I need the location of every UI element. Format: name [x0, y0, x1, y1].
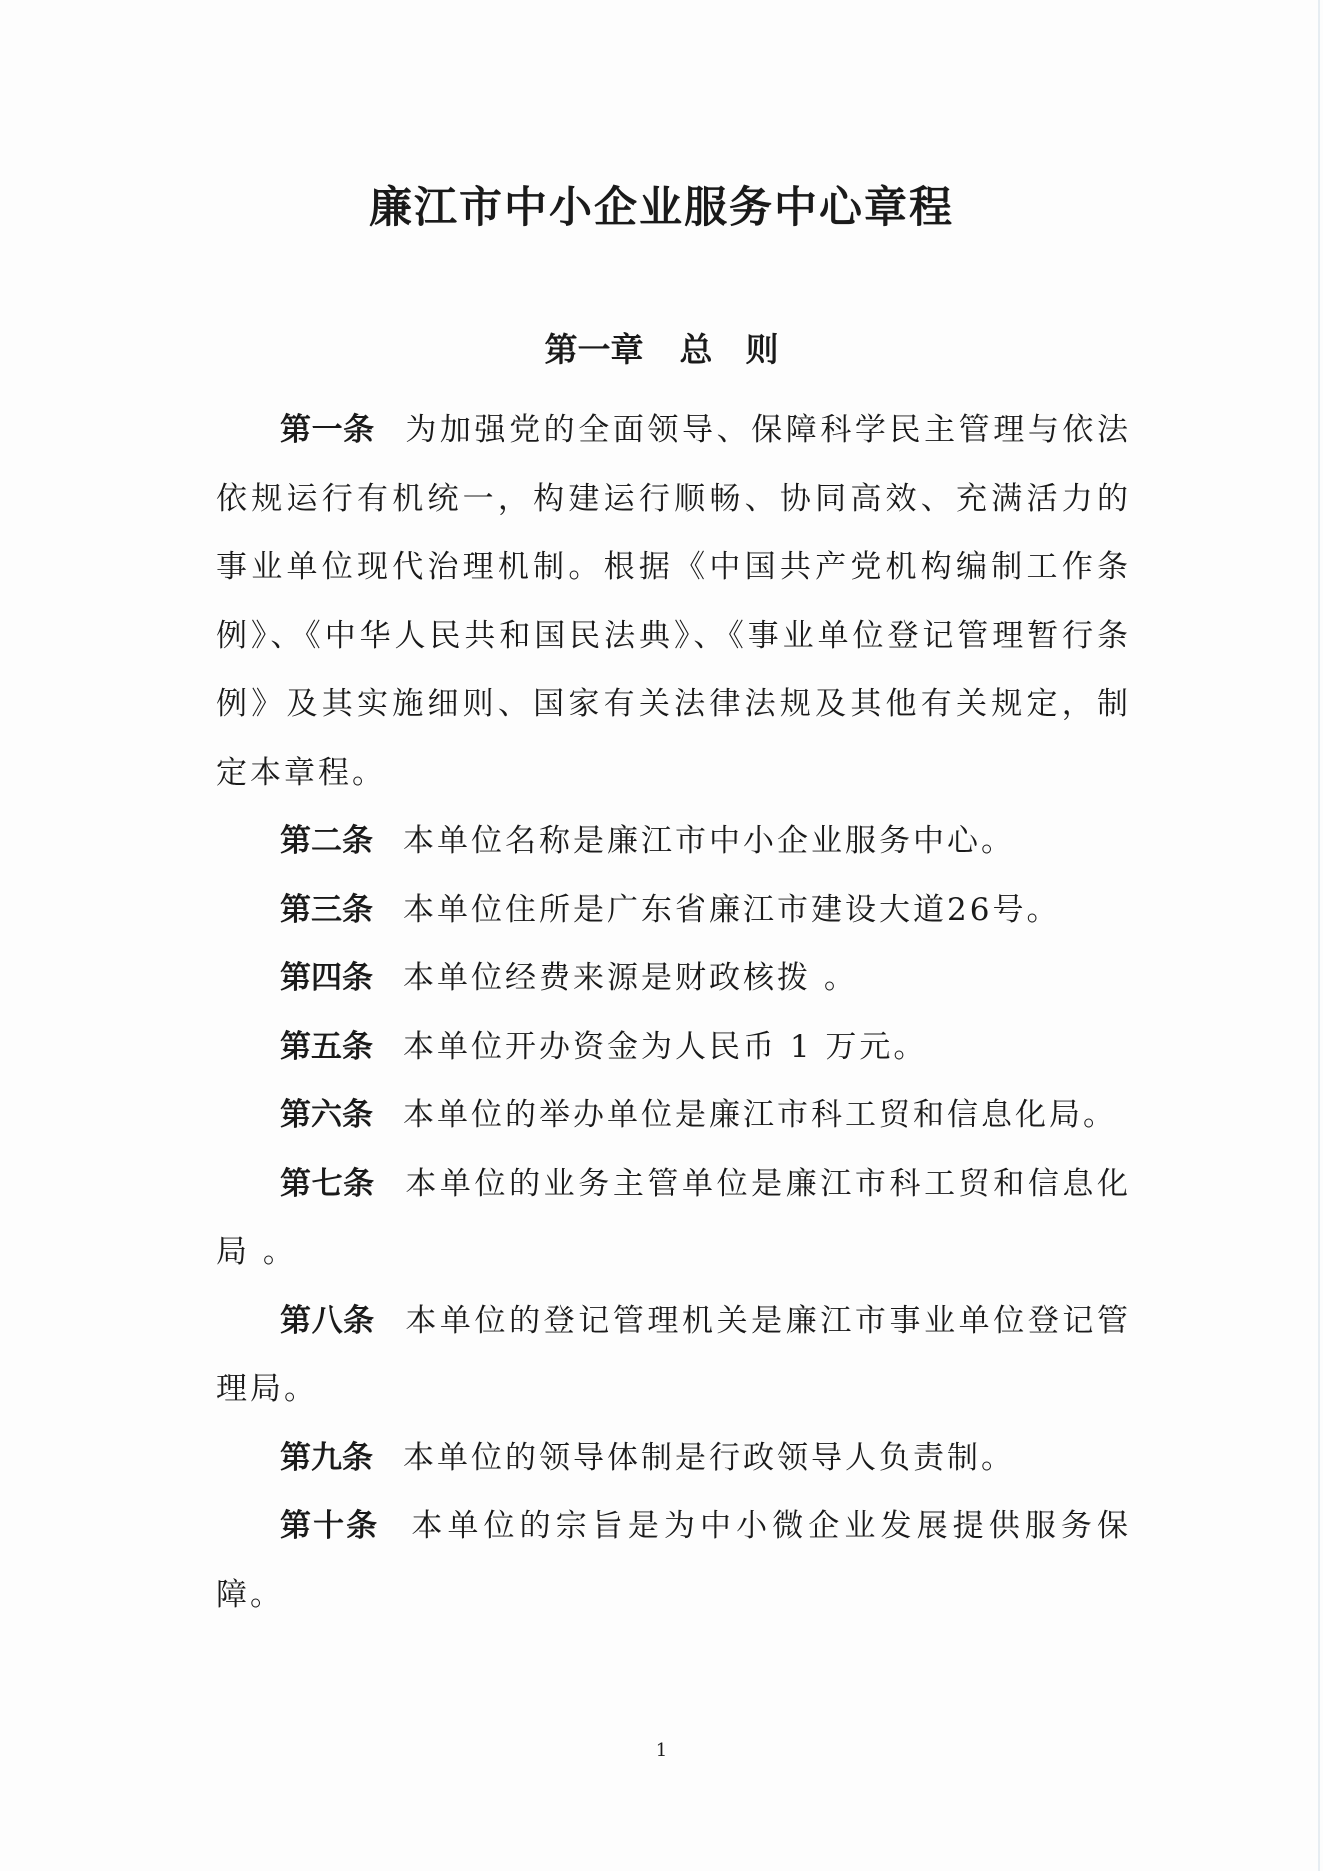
article-text: 本单位的举办单位是廉江市科工贸和信息化局。	[403, 1097, 1117, 1133]
article-10	[216, 1492, 1131, 1629]
article-5	[216, 1013, 1131, 1082]
article-2	[216, 807, 1131, 876]
article-text: 本单位开办资金为人民币 1 万元。	[403, 1028, 928, 1065]
article-label: 第十条	[280, 1508, 380, 1544]
scan-edge	[1318, 0, 1320, 1871]
article-text: 本单位的宗旨是为中小微企业发展提供服务保障。	[216, 1508, 1132, 1613]
article-label: 第二条	[280, 823, 373, 859]
article-label: 第七条	[280, 1165, 375, 1202]
article-label: 第八条	[280, 1302, 375, 1339]
chapter-heading	[0, 324, 1323, 371]
article-label: 第三条	[280, 891, 373, 928]
article-9	[216, 1424, 1131, 1493]
document-body	[216, 396, 1131, 1629]
article-text: 为加强党的全面领导、保障科学民主管理与依法依规运行有机统一，构建运行顺畅、协同高效、充满活力的事业单位现代治理机制。根据《中国共产党机构编制工作条例》、《中华人民共和国民法典》、《事业单位登记管理暂行条例》及其实施细则、国家有关法律法规及其他有关规定，制定本章程。	[216, 412, 1131, 791]
page-number: 1	[655, 1740, 668, 1761]
article-1	[216, 396, 1131, 807]
article-7	[216, 1150, 1131, 1287]
article-text: 本单位名称是廉江市中小企业服务中心。	[403, 823, 1015, 859]
article-label: 第六条	[280, 1097, 373, 1133]
article-text: 本单位住所是广东省廉江市建设大道26号。	[403, 891, 1061, 928]
article-text: 本单位的登记管理机关是廉江市事业单位登记管理局。	[216, 1302, 1131, 1407]
article-8	[216, 1287, 1131, 1424]
article-6	[216, 1081, 1131, 1150]
article-text: 本单位的领导体制是行政领导人负责制。	[403, 1439, 1015, 1476]
article-label: 第九条	[280, 1439, 373, 1476]
article-4	[216, 944, 1131, 1013]
chapter-number: 第一章	[544, 330, 644, 369]
article-3	[216, 876, 1131, 945]
chapter-name: 总 则	[679, 330, 779, 369]
article-text: 本单位的业务主管单位是廉江市科工贸和信息化局 。	[216, 1165, 1131, 1270]
article-label: 第一条	[280, 412, 375, 448]
document-title: 廉江市中小企业服务中心章程	[369, 183, 954, 233]
article-label: 第五条	[280, 1028, 373, 1065]
article-label: 第四条	[280, 960, 373, 996]
article-text: 本单位经费来源是财政核拨 。	[403, 960, 858, 996]
